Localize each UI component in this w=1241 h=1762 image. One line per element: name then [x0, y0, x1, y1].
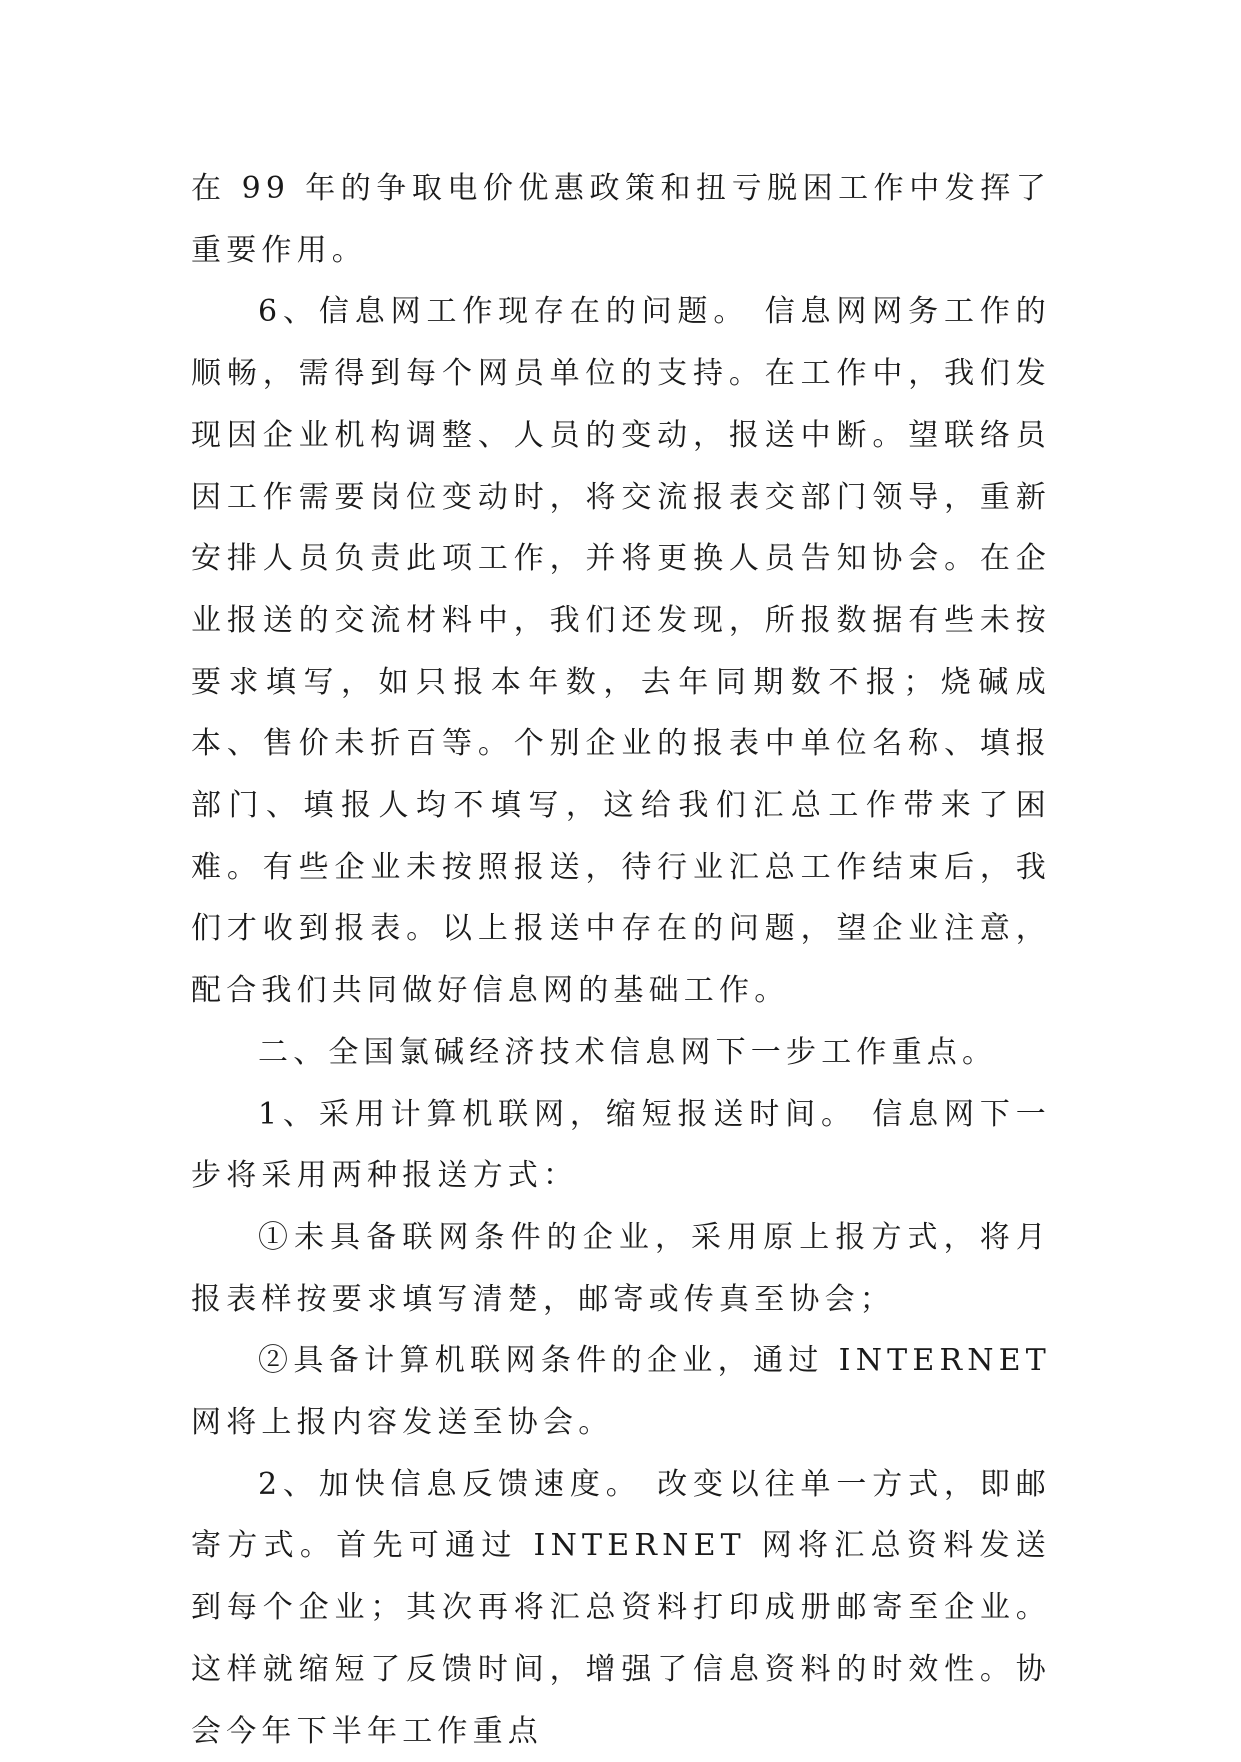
list-item-2: ②具备计算机联网条件的企业，通过 INTERNET 网将上报内容发送至协会。: [191, 1343, 1051, 1441]
document-body: [191, 158, 1051, 1762]
paragraph-4: 2、加快信息反馈速度。 改变以往单一方式，即邮寄方式。首先可通过 INTERNET 网将汇总资料发送到每个企业；其次再将汇总资料打印成册邮寄至企业。这样就缩短了反馈时间，增强了信息资料的时效性。协会今年下半年工作重点: [191, 1466, 1051, 1749]
paragraph-3: 1、采用计算机联网，缩短报送时间。 信息网下一步将采用两种报送方式：: [191, 1096, 1051, 1194]
list-item-1: ①未具备联网条件的企业，采用原上报方式，将月报表样按要求填写清楚，邮寄或传真至协会；: [191, 1219, 1051, 1317]
paragraph-1: 在 99 年的争取电价优惠政策和扭亏脱困工作中发挥了重要作用。: [191, 171, 1051, 268]
paragraph-2: 6、信息网工作现存在的问题。 信息网网务工作的顺畅，需得到每个网员单位的支持。在工作中，我们发现因企业机构调整、人员的变动，报送中断。望联络员因工作需要岗位变动时，将交流报表交部门领导，重新安排人员负责此项工作，并将更换人员告知协会。在企业报送的交流材料中，我们还发现，所报数据有些未按要求填写，如只报本年数，去年同期数不报；烧碱成本、售价未折百等。个别企业的报表中单位名称、填报部门、填报人均不填写，这给我们汇总工作带来了困难。有些企业未按照报送，待行业汇总工作结束后，我们才收到报表。以上报送中存在的问题，望企业注意，配合我们共同做好信息网的基础工作。: [191, 294, 1051, 1009]
section-heading: 二、全国氯碱经济技术信息网下一步工作重点。: [258, 1034, 998, 1070]
